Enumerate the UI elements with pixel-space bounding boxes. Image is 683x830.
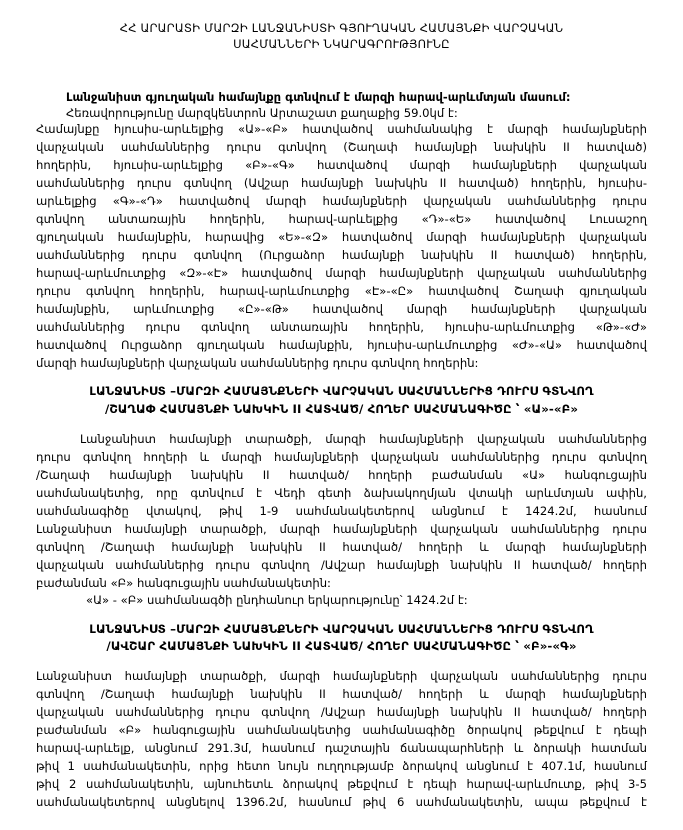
document-title-line-2: ՍԱՀՄԱՆՆԵՐԻ ՆԿԱՐԱԳՐՈՒԹՅՈՒՆԸ: [233, 37, 450, 51]
section-1-line: Լանջանիստ համայնքի տարածքի, մարզի համայնքների վարչական սահմաններից: [80, 432, 647, 446]
intro-line: արևելքից «Գ»-«Դ» հատվածով մարզի համայնքների վարչական սահմաններից դուրս: [36, 194, 647, 208]
intro-line: Լանջանիստ գյուղական համայնքը գտնվում է մարզի հարավ-արևմտյան մասում:: [66, 90, 571, 104]
section-2-line: թիվ 2 սահմանակետին, այնուհետև ձորակով թեքվում է դեպի հարավ-արևմուտք, թիվ 3-5: [36, 777, 647, 791]
intro-line: հատվածով Ուրցաձոր գյուղական համայնքին, հյուսիս-արևմուտքից «Ժ»-«Ա» հատվածով: [36, 338, 647, 352]
section-1-heading-line-1: ԼԱՆՋԱՆԻՍՏ –ՄԱՐԶԻ ՀԱՄԱՅՆՔՆԵՐԻ ՎԱՐՉԱԿԱՆ ՍԱՀՄԱՆՆԵՐԻՑ ԴՈՒՐՍ ԳՏՆՎՈՂ: [89, 384, 594, 398]
intro-line: Հեռավորությունը մարզկենտրոն Արտաշատ քաղաքից 59.0կմ է:: [66, 106, 458, 120]
section-2-line: գտնվող /Շաղափ համայնքի նախկին II հատված/ հողերի և մարզի համայնքների: [36, 687, 647, 701]
intro-line: վարչական սահմաններից դուրս գտնվող (Շաղափ համայնքի նախկին II հատված): [36, 140, 647, 154]
intro-line: սահմաններից դուրս գտնվող (Ուրցաձոր համայնքի նախկին II հատված) հողերին,: [36, 248, 647, 262]
section-1-line: դուրս գտնվող հողերի և մարզի համայնքների վարչական սահմաններից դուրս գտնվող: [36, 450, 647, 464]
section-2-line: Լանջանիստ համայնքի տարածքի, մարզի համայնքների վարչական սահմաններից դուրս: [36, 669, 647, 683]
intro-line: սահմաններից դուրս գտնվող անտառային հողերին, հյուսիս-արևմուտքից «Թ»-«Ժ»: [36, 320, 647, 334]
section-2-line: բաժանման «Բ» հանգուցային սահմանակետից սահմանագիծը ծորակով թեքվում է դեպի: [36, 723, 647, 737]
intro-line: գյուղական համայնքին, հարավից «Ե»-«Զ» հատվածով մարզի համայնքների վարչական: [36, 230, 647, 244]
intro-line: գտնվող անտառային հողերին, հարավ-արևելքից «Դ»-«Ե» հատվածով Լուսաշող: [36, 212, 647, 226]
section-1-line: սահմանագիծը վտակով, թիվ 1-9 սահմանակետերով անցնում է 1424.2մ, հասնում: [36, 504, 647, 518]
section-1-line: Լանջանիստ համայնքի տարածքի, մարզի համայնքների վարչական սահմաններից դուրս: [36, 522, 647, 536]
intro-line: դուրս գտնվող հողերին, հարավ-արևմուտքից «Է»-«Ը» հատվածով Շաղափ գյուղական: [36, 284, 647, 298]
intro-line: հարավ-արևմուտքից «Զ»-«Է» հատվածով մարզի համայնքների վարչական սահմաններից: [36, 266, 647, 280]
section-2-line: հարավ-արևելք, անցնում 291.3մ, հասնում դաշտային ճանապարհների և ձորակի հատման: [36, 741, 647, 755]
section-2-line: թիվ 1 սահմանակետին, որից հետո նույն ուղղությամբ ձորակով անցնում է 407.1մ, հասնում: [36, 759, 647, 773]
section-2-heading-line-2: /ԱՎՇԱՐ ՀԱՄԱՅՆՔԻ ՆԱԽԿԻՆ II ՀԱՏՎԱԾ/ ՀՈՂԵՐ ՍԱՀՄԱՆԱԳԻԾԸ ՝ «Բ»-«Գ»: [106, 639, 577, 653]
section-1-heading-line-2: /ՇԱՂԱՓ ՀԱՄԱՅՆՔԻ ՆԱԽԿԻՆ II ՀԱՏՎԱԾ/ ՀՈՂԵՐ ՍԱՀՄԱՆԱԳԻԾԸ ՝ «Ա»-«Բ»: [104, 402, 579, 416]
section-2-line: սահմանակետերով անցնելով 1396.2մ, հասնում թիվ 6 սահմանակետին, ապա թեքվում է: [36, 795, 647, 809]
intro-line: համայնքին, արևմուտքից «Ը»-«Թ» հատվածով մարզի համայնքների վարչական: [36, 302, 647, 316]
intro-line: Համայնքը հյուսիս-արևելքից «Ա»-«Բ» հատվածով սահմանակից է մարզի համայնքների: [36, 122, 647, 136]
intro-line: մարզի համայնքների վարչական սահմաններից դուրս գտնվող հողերին:: [36, 356, 479, 370]
intro-line: հողերին, հյուսիս-արևելքից «Բ»-«Գ» հատվածով մարզի համայնքների վարչական: [36, 158, 647, 172]
section-1-line: բաժանման «Բ» հանգուցային սահմանակետին:: [36, 576, 331, 590]
section-2-heading-line-1: ԼԱՆՋԱՆԻՍՏ –ՄԱՐԶԻ ՀԱՄԱՅՆՔՆԵՐԻ ՎԱՐՉԱԿԱՆ ՍԱՀՄԱՆՆԵՐԻՑ ԴՈՒՐՍ ԳՏՆՎՈՂ: [89, 622, 594, 636]
section-1-line: գտնվող /Շաղափ համայնքի նախկին II հատված/ հողերի և մարզի համայնքների: [36, 540, 647, 554]
section-1-line: /Շաղափ համայնքի նախկին II հատված/ հողերի բաժանման «Ա» հանգուցային: [36, 468, 647, 482]
intro-line: սահմաններից դուրս գտնվող (Ավշար համայնքի նախկին II հատված) հողերին, հյուսիս-: [36, 176, 647, 190]
document-title-line-1: ՀՀ ԱՐԱՐԱՏԻ ՄԱՐԶԻ ԼԱՆՋԱՆԻՍՏԻ ԳՅՈՒՂԱԿԱՆ ՀԱՄԱՅՆՔԻ ՎԱՐՉԱԿԱՆ: [119, 21, 564, 35]
section-1-summary: «Ա» - «Բ» սահմանագծի ընդհանուր երկարությունը՝ 1424.2մ է:: [86, 593, 468, 607]
section-1-line: վարչական սահմաններից դուրս գտնվող /Ավշար համայնքի նախկին II հատված/ հողերի: [36, 558, 647, 572]
section-1-line: սահմանակետից, որը գտնվում է Վեդի գետի ձախակողմյան վտակի արևմտյան ափին,: [36, 486, 647, 500]
section-2-line: վարչական սահմաններից դուրս գտնվող /Ավշար համայնքի նախկին II հատված/ հողերի: [36, 705, 647, 719]
